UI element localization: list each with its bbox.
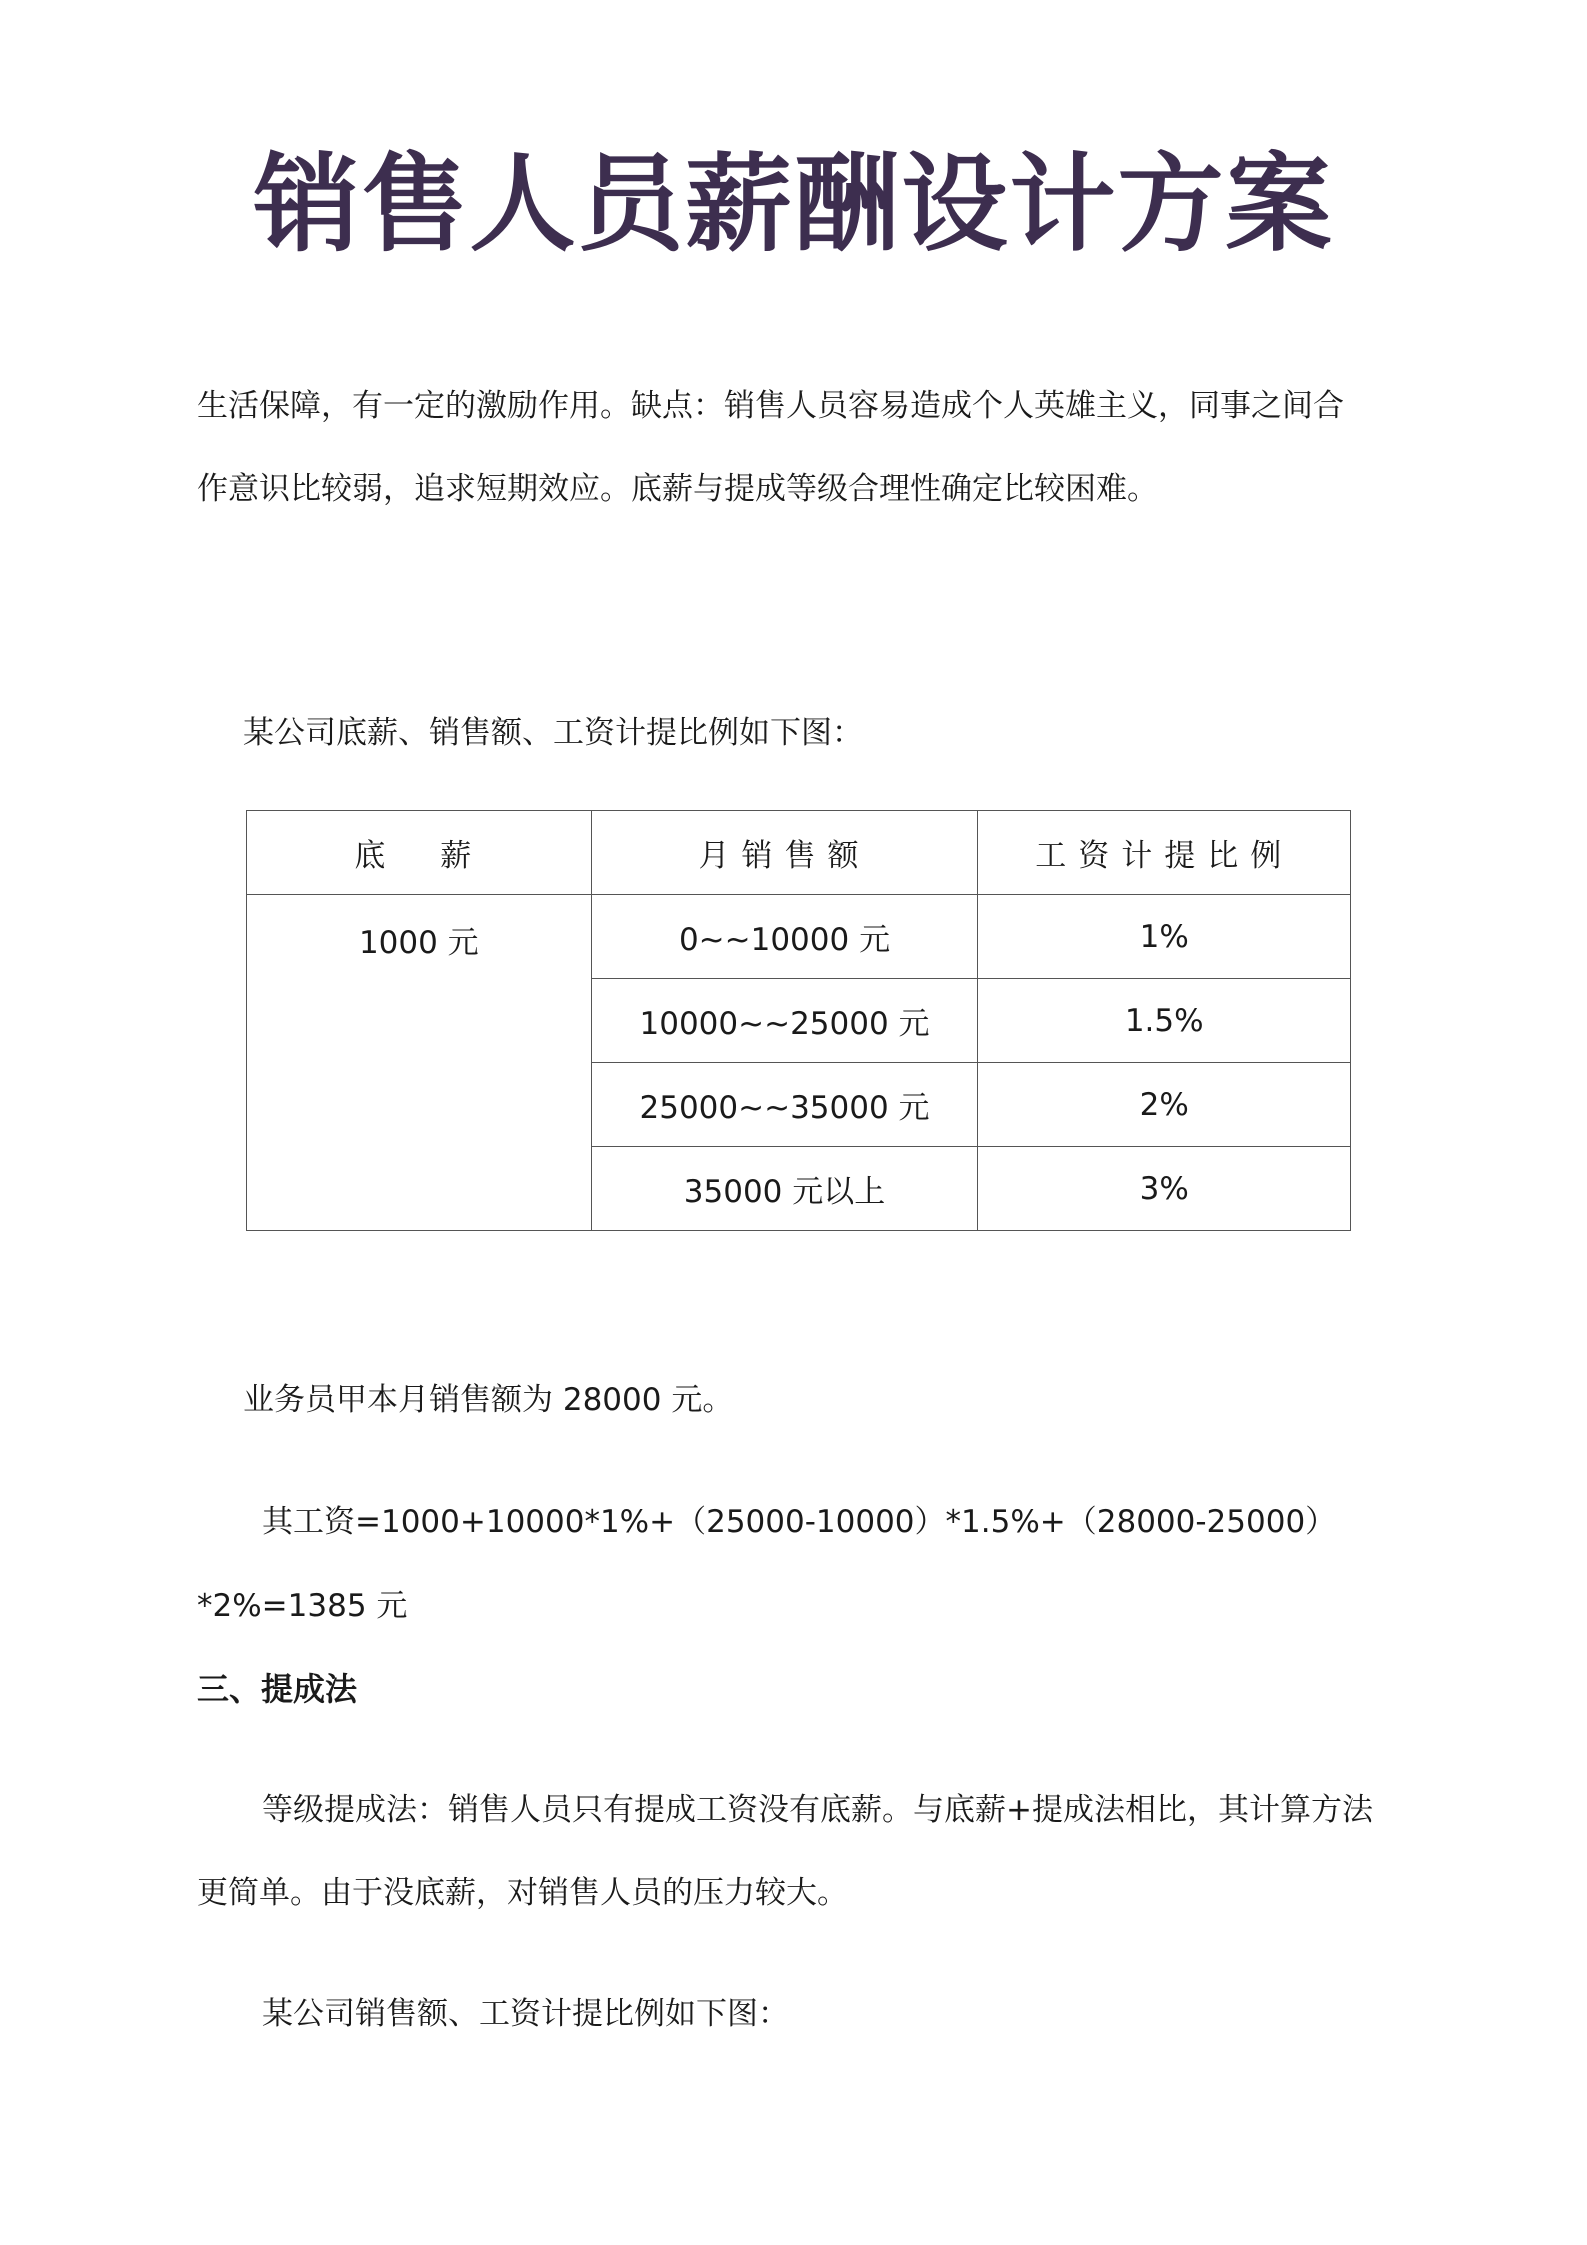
paragraph-salary-formula-line1: 其工资=1000+10000*1%+（25000-10000）*1.5%+（28000-25000） [262, 1504, 1337, 1540]
table-header-row [247, 811, 1351, 895]
paragraph-salary-formula-line2: *2%=1385 元 [197, 1588, 408, 1624]
table-cell-rate: 3% [978, 1147, 1351, 1231]
paragraph-table2-intro: 某公司销售额、工资计提比例如下图： [262, 1996, 789, 2032]
paragraph-table-intro: 某公司底薪、销售额、工资计提比例如下图： [243, 715, 863, 751]
table-cell-range: 10000~~25000 元 [591, 979, 978, 1063]
paragraph-commission-line1: 等级提成法：销售人员只有提成工资没有底薪。与底薪+提成法相比，其计算方法 [262, 1792, 1373, 1828]
table-header-rate: 工资计提比例 [978, 811, 1351, 895]
table-row [247, 895, 1351, 979]
table-cell-rate: 2% [978, 1063, 1351, 1147]
paragraph-commission-line2: 更简单。由于没底薪，对销售人员的压力较大。 [197, 1875, 848, 1911]
table-header-monthly-sales: 月销售额 [591, 811, 978, 895]
table-header-base-salary: 底 薪 [247, 811, 592, 895]
table-cell-rate: 1.5% [978, 979, 1351, 1063]
paragraph-pros-cons-line1: 生活保障，有一定的激励作用。缺点：销售人员容易造成个人英雄主义，同事之间合 [197, 388, 1344, 424]
table-cell-range: 0~~10000 元 [591, 895, 978, 979]
table-cell-rate: 1% [978, 895, 1351, 979]
section-heading-commission: 三、提成法 [197, 1670, 358, 1708]
paragraph-example-sales: 业务员甲本月销售额为 28000 元。 [243, 1382, 734, 1418]
table-cell-base-salary: 1000 元 [247, 895, 592, 1231]
table-cell-range: 35000 元以上 [591, 1147, 978, 1231]
salary-table [246, 810, 1351, 1231]
page-title: 销售人员薪酬设计方案 [253, 143, 1334, 266]
table-cell-range: 25000~~35000 元 [591, 1063, 978, 1147]
paragraph-pros-cons-line2: 作意识比较弱，追求短期效应。底薪与提成等级合理性确定比较困难。 [197, 471, 1158, 507]
